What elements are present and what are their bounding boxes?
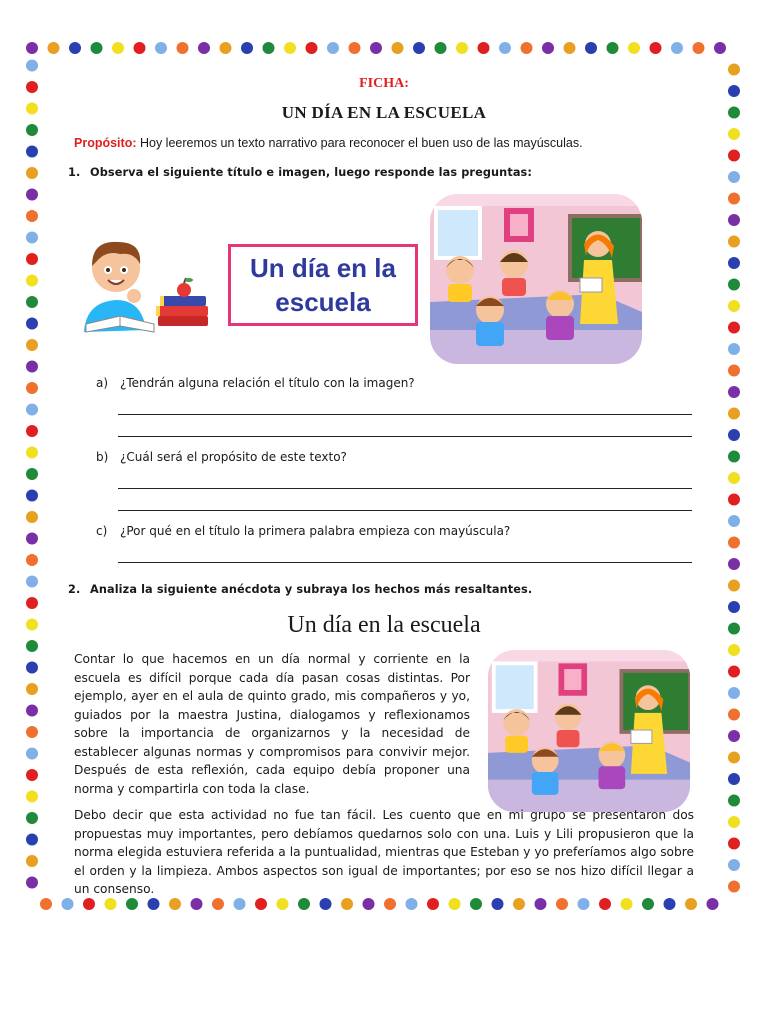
border-dot <box>277 898 289 910</box>
border-dot <box>26 855 38 867</box>
border-dot <box>556 898 568 910</box>
border-dot <box>26 533 38 545</box>
border-dot <box>728 644 740 656</box>
border-dot <box>26 42 38 54</box>
border-dot <box>26 60 38 72</box>
border-dot <box>427 898 439 910</box>
classroom-illustration <box>430 194 642 364</box>
classroom-illustration <box>484 650 694 812</box>
purpose-line <box>74 136 583 150</box>
border-dot <box>26 597 38 609</box>
border-dot <box>728 429 740 441</box>
border-dot <box>628 42 640 54</box>
border-dot <box>728 386 740 398</box>
border-dot <box>728 580 740 592</box>
border-dot <box>435 42 447 54</box>
question-c <box>96 524 510 538</box>
border-dot <box>83 898 95 910</box>
border-dot <box>728 257 740 269</box>
border-dot <box>341 898 353 910</box>
border-dot <box>220 42 232 54</box>
border-dot <box>728 279 740 291</box>
border-dot <box>91 42 103 54</box>
border-dot <box>728 687 740 699</box>
border-dot <box>26 748 38 760</box>
border-dot <box>26 662 38 674</box>
border-dot <box>298 898 310 910</box>
border-dot <box>499 42 511 54</box>
border-dot <box>728 236 740 248</box>
border-dot <box>126 898 138 910</box>
border-dot <box>384 898 396 910</box>
border-dot <box>728 752 740 764</box>
border-dot <box>26 834 38 846</box>
border-dot <box>26 361 38 373</box>
border-dot <box>728 300 740 312</box>
border-dot <box>26 146 38 158</box>
boxed-title <box>228 244 418 326</box>
border-dot <box>255 898 267 910</box>
border-dot <box>148 898 160 910</box>
border-dot <box>535 898 547 910</box>
border-dot <box>26 167 38 179</box>
border-dot <box>26 877 38 889</box>
border-dot <box>241 42 253 54</box>
border-dot <box>26 640 38 652</box>
border-dot <box>728 515 740 527</box>
border-dot <box>363 898 375 910</box>
border-dot <box>198 42 210 54</box>
answer-line[interactable] <box>118 510 692 511</box>
border-dot <box>728 795 740 807</box>
border-dot <box>26 339 38 351</box>
border-dot <box>707 898 719 910</box>
border-dot <box>728 558 740 570</box>
border-dot <box>728 64 740 76</box>
border-dot <box>564 42 576 54</box>
border-dot <box>26 404 38 416</box>
boxed-title-text: Un día en la escuela <box>250 253 396 317</box>
border-dot <box>578 898 590 910</box>
border-dot <box>26 232 38 244</box>
section1-text: Observa el siguiente título e imagen, luego responde las preguntas: <box>90 166 532 179</box>
question-a <box>96 376 415 390</box>
border-dot <box>306 42 318 54</box>
border-dot <box>728 859 740 871</box>
border-dot <box>26 554 38 566</box>
question-c-letter: c) <box>96 524 108 538</box>
border-dot <box>693 42 705 54</box>
border-dot <box>40 898 52 910</box>
border-dot <box>26 425 38 437</box>
border-dot <box>492 898 504 910</box>
border-dot <box>48 42 60 54</box>
border-dot <box>728 150 740 162</box>
border-dot <box>263 42 275 54</box>
border-dot <box>26 576 38 588</box>
border-dot <box>370 42 382 54</box>
border-dot <box>728 128 740 140</box>
border-dot <box>26 468 38 480</box>
border-dot <box>212 898 224 910</box>
border-dot <box>392 42 404 54</box>
border-dot <box>685 898 697 910</box>
purpose-label: Propósito: <box>74 136 137 150</box>
border-dot <box>728 816 740 828</box>
border-dot <box>284 42 296 54</box>
border-dot <box>26 791 38 803</box>
border-dot <box>26 812 38 824</box>
story-paragraph-2: Debo decir que esta actividad no fue tan fácil. Les cuento que en mi grupo se presentaron dos propuestas muy importantes, pero debíamos quedarnos solo con una. Luis y Lili propusieron que la norma elegida estuviera referida a la puntualidad, mientras que Esteban y yo preferíamos algo sobre el orden y la limpieza. Ambos aspectos son igual de importantes; por eso se nos hizo difícil llegar a un consenso. <box>74 808 694 896</box>
border-dot <box>728 365 740 377</box>
border-dot <box>69 42 81 54</box>
border-dot <box>26 296 38 308</box>
border-dot <box>191 898 203 910</box>
border-dot <box>664 898 676 910</box>
border-dot <box>728 171 740 183</box>
border-dot <box>26 210 38 222</box>
question-a-letter: a) <box>96 376 109 390</box>
border-dot <box>406 898 418 910</box>
border-dot <box>26 124 38 136</box>
border-dot <box>177 42 189 54</box>
border-dot <box>671 42 683 54</box>
border-dot <box>542 42 554 54</box>
border-dot <box>62 898 74 910</box>
section2-instruction <box>68 583 532 596</box>
section2-number: 2. <box>68 583 81 596</box>
border-dot <box>26 275 38 287</box>
border-dot <box>26 382 38 394</box>
border-dot <box>349 42 361 54</box>
border-dot <box>105 898 117 910</box>
border-dot <box>650 42 662 54</box>
border-dot <box>728 494 740 506</box>
border-dot <box>642 898 654 910</box>
section1-number: 1. <box>68 166 81 179</box>
border-dot <box>169 898 181 910</box>
border-dot <box>26 705 38 717</box>
border-dot <box>728 881 740 893</box>
border-dot <box>327 42 339 54</box>
section1-instruction <box>68 166 532 179</box>
ficha-label: FICHA: <box>359 76 409 91</box>
border-dot <box>26 683 38 695</box>
border-dot <box>26 318 38 330</box>
story-title: Un día en la escuela <box>287 612 481 638</box>
border-dot <box>585 42 597 54</box>
question-c-text: ¿Por qué en el título la primera palabra empieza con mayúscula? <box>120 524 511 538</box>
border-dot <box>728 773 740 785</box>
border-dot <box>607 42 619 54</box>
border-dot <box>26 726 38 738</box>
border-dot <box>728 537 740 549</box>
border-dot <box>26 511 38 523</box>
border-dot <box>621 898 633 910</box>
border-dot <box>320 898 332 910</box>
border-dot <box>26 253 38 265</box>
question-b <box>96 450 347 464</box>
border-dot <box>728 838 740 850</box>
border-dot <box>521 42 533 54</box>
question-a-text: ¿Tendrán alguna relación el título con la imagen? <box>120 376 415 390</box>
story-paragraph-1: Contar lo que hacemos en un día normal y corriente en la escuela es difícil porque cada día pasan cosas distintas. Por ejemplo, ayer en el aula de quinto grado, mis compañeros y yo, guiados por la maestra Justina, dialogamos y reflexionamos sobre la importancia de organizarnos y la necesidad de establecer algunas normas y compromisos para convivir mejor. Después de esta reflexión, cada equipo debía proponer una norma y compartirla con toda la clase. <box>74 652 470 796</box>
purpose-text: Hoy leeremos un texto narrativo para reconocer el buen uso de las mayúsculas. <box>136 136 583 150</box>
border-dot <box>478 42 490 54</box>
border-dot <box>413 42 425 54</box>
border-dot <box>728 472 740 484</box>
border-dot <box>155 42 167 54</box>
border-dot <box>728 322 740 334</box>
border-dot <box>728 193 740 205</box>
border-dot <box>728 343 740 355</box>
answer-line[interactable] <box>118 488 692 489</box>
border-dot <box>728 408 740 420</box>
section2-text: Analiza la siguiente anécdota y subraya los hechos más resaltantes. <box>90 583 533 596</box>
border-dot <box>728 730 740 742</box>
border-dot <box>26 447 38 459</box>
answer-line[interactable] <box>118 414 692 415</box>
question-b-letter: b) <box>96 450 109 464</box>
border-dot <box>26 189 38 201</box>
border-dot <box>26 490 38 502</box>
border-dot <box>26 769 38 781</box>
border-dot <box>728 214 740 226</box>
border-dot <box>714 42 726 54</box>
page-title: UN DÍA EN LA ESCUELA <box>281 103 487 122</box>
answer-line[interactable] <box>118 562 692 563</box>
boy-reading-illustration <box>76 232 212 338</box>
border-dot <box>513 898 525 910</box>
border-dot <box>112 42 124 54</box>
border-dot <box>470 898 482 910</box>
border-dot <box>134 42 146 54</box>
border-dot <box>449 898 461 910</box>
border-dot <box>728 709 740 721</box>
border-dot <box>728 451 740 463</box>
border-dot <box>728 666 740 678</box>
border-dot <box>234 898 246 910</box>
answer-line[interactable] <box>118 436 692 437</box>
question-b-text: ¿Cuál será el propósito de este texto? <box>120 450 347 464</box>
border-dot <box>456 42 468 54</box>
border-dot <box>599 898 611 910</box>
